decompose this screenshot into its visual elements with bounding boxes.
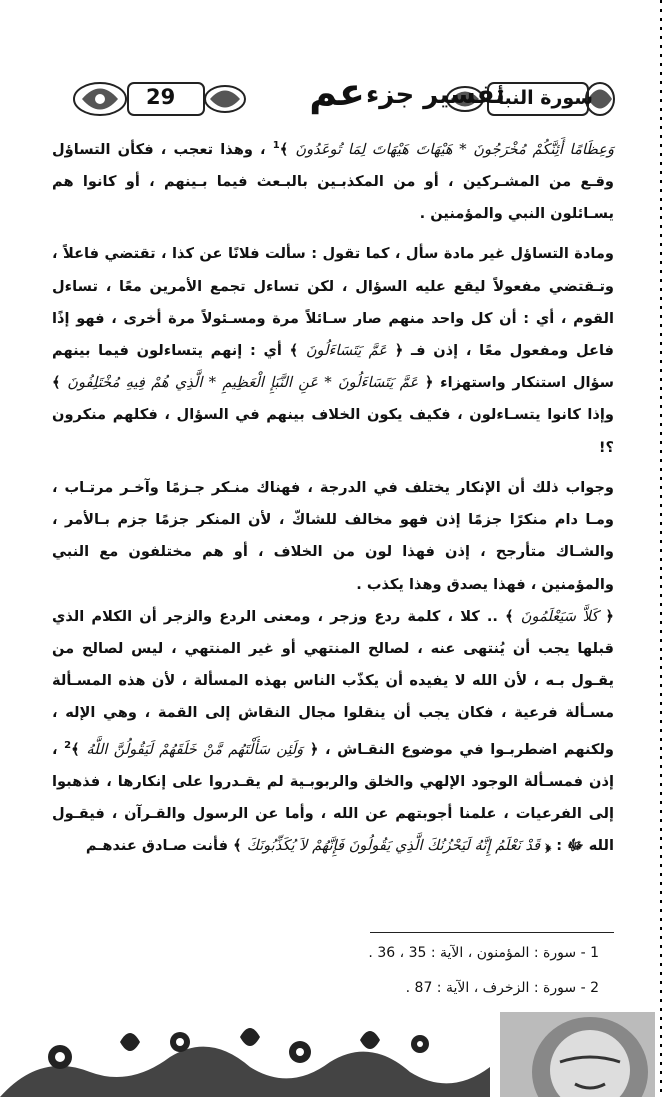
quran-verse: عَمَّ يَتَسَاءَلُونَ * عَنِ النَّبَإِ الْعَظِيمِ * الَّذِي هُمْ فِيهِ مُخْتَلِفُونَ — [67, 374, 419, 392]
body-text — [52, 130, 614, 862]
book-title-amma: عم — [309, 70, 365, 114]
quran-verse: عَمَّ يَتَسَاءَلُونَ — [305, 342, 388, 360]
paragraph — [52, 238, 614, 463]
ornament-icon — [205, 86, 245, 112]
paragraph — [52, 601, 614, 862]
paragraph-text: ﴾ فأنت صـادق عندهـم — [85, 836, 247, 854]
ornament-icon — [74, 83, 126, 115]
sura-name: سورة النبأ — [497, 87, 593, 109]
paragraph-text: ﴾ .. كلا ، كلمة ردع وزجر ، ومعنى الردع والزجر أن الكلام الذي قبلها يجب أن يُنتهى عنه ، لصالح المنتهي أو غير المنتهي ، ليس لصالح من يقـول بـه ، لأن الله لا يفيده أن يكذّب الناس بهذه المسألة ، لأن هذه المسـألة مسـألة فرعية ، فكان يجب أن ينقلوا مجال النقاش إلى القمة ، وهي الإله ، ولكنهم اضطربـوا في موضوع النقـاش ، ﴿ — [52, 607, 614, 758]
footnote-ref: 1 — [272, 140, 280, 151]
footnote-2: 2 - سورة : الزخرف ، الآية : 87 . — [405, 980, 599, 996]
page-edge-decoration — [655, 0, 665, 1097]
paragraph-text: ﴿ — [598, 607, 614, 625]
paragraph — [52, 472, 614, 601]
quran-verse: كَلاَّ سَيَعْلَمُونَ — [520, 607, 599, 625]
paragraph-text: وجواب ذلك أن الإنكار يختلف في الدرجة ، فهناك منـكر جـزمًا وآخـر مرتـاب ، ومـا دام منكرًا جزمًا إذن فهو مخالف للشاكّ ، لأن المنكر جزمًا جزم بـالأمر ، والشـاك متأرجح ، إذن فهذا لون من الخلاف ، أو هم مختلفون مع النبي والمؤمنين ، فهذا يصدق وهذا يكذب . — [52, 478, 614, 593]
portrait-sketch — [500, 1012, 665, 1097]
paragraph-text: ، وهذا تعجب ، فكأن التساؤل وقـع من المشـركين ، أو من المكذبـين بالبـعث فيما بـينهم ، أو كانوا هم يسـائلون النبي والمؤمنين . — [52, 140, 614, 223]
paragraph — [52, 130, 614, 230]
flower-icon — [0, 1028, 490, 1097]
footnote-divider — [370, 932, 614, 933]
page-number: 29 — [146, 85, 176, 109]
quran-verse: وَلَئِن سَأَلْتَهُم مَّنْ خَلَقَهُمْ لَيَقُولُنَّ اللَّهُ — [86, 740, 304, 758]
paragraph-text: ﴾ — [71, 740, 87, 758]
quran-verse: وَعِظَامًا أَئِنَّكُمْ مُخْرَجُونَ * هَيْهَاتَ هَيْهَاتَ لِمَا تُوعَدُونَ — [295, 140, 614, 158]
paragraph-text: ﴾ — [279, 140, 296, 158]
page-header — [70, 70, 615, 128]
paragraph-text: ﴾ أي : إنهم يتساءلون فيما بينهم سؤال استنكار واستهزاء ﴿ — [52, 342, 614, 392]
quran-verse: قَدْ نَعْلَمُ إِنَّهُ لَيَحْزُنُكَ الَّذِي يَقُولُونَ فَإِنَّهُمْ لاَ يُكَذِّبُونَكَ — [246, 836, 541, 854]
footnote-ref: 2 — [64, 739, 72, 751]
paragraph-text: ومادة التساؤل غير مادة سأل ، كما تقول : سألت فلانًا عن كذا ، تقتضي فاعلاً ، وتـقتضي مفعولاً ليقع عليه السؤال ، لكن تساءل تجمع الأمرين معًا ، تساءل القوم ، أي : أن كل واحد منهم صار سـائلاً مرة ومسـئولاً مرة أخرى ، فهو إذًا فاعل ومفعول معًا ، إذن فـ ﴿ — [52, 245, 614, 360]
book-title: تفسير جزء — [366, 80, 505, 110]
paragraph-text: ﴾ وإذا كانوا يتسـاءلون ، فكيف يكون الخلاف بينهم في السؤال ، فكلهم منكرون ؟! — [52, 374, 614, 456]
paragraph-text: ، إذن فمسـألة الوجود الإلهي والخلق والربوبـية لم يقـدروا على إنكارها ، فذهبوا إلى الفرعيات ، علمنا أجوبتهم عن الله ، وأما عن الرسول والقـرآن ، فيقـول الله ﷻ : ﴿ — [52, 740, 614, 854]
footnote-1: 1 - سورة : المؤمنون ، الآية : 35 ، 36 . — [368, 945, 599, 961]
floral-border-decoration — [0, 1012, 665, 1097]
